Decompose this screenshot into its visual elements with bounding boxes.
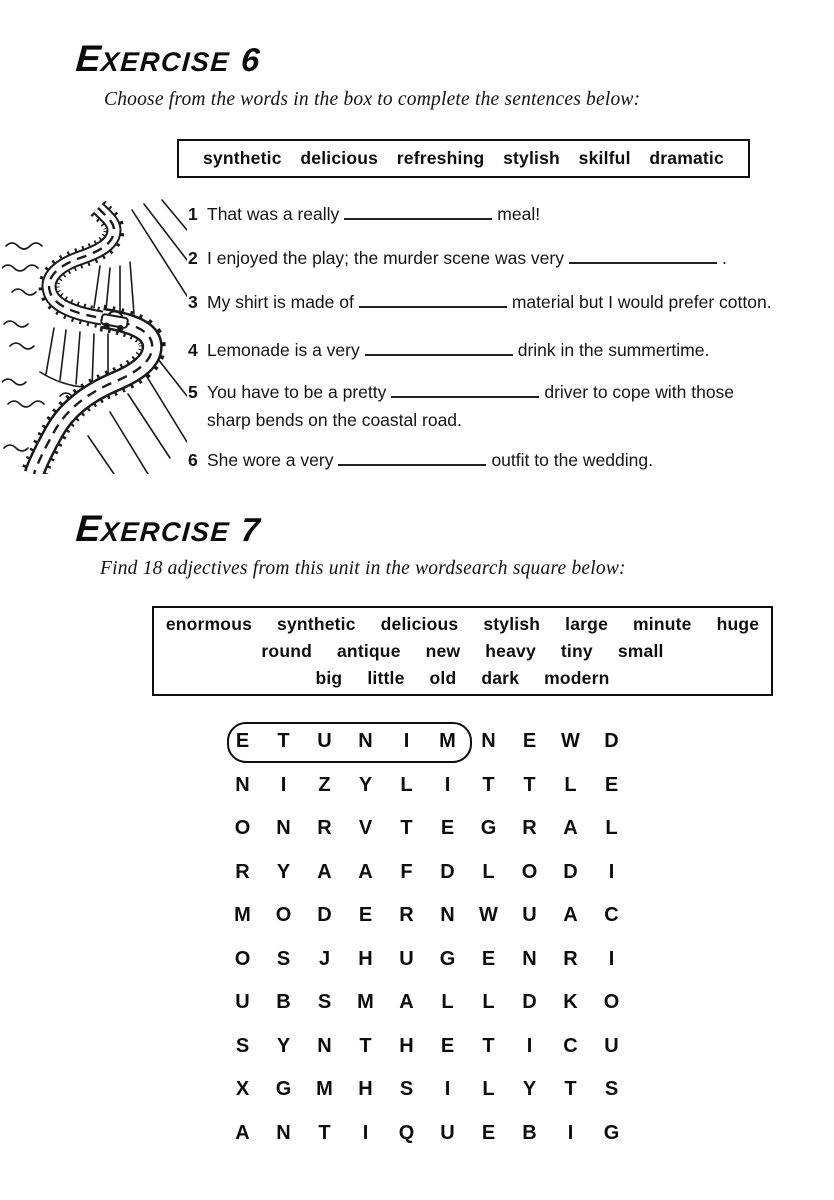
sentence-text: I enjoyed the play; the murder scene was very . — [207, 248, 727, 268]
word-option: small — [617, 641, 664, 661]
wordsearch-cell: L — [564, 773, 577, 796]
wordsearch-cell: A — [358, 860, 373, 883]
sentence-4 — [188, 339, 709, 361]
wordsearch-cell: E — [481, 947, 496, 970]
answer-blank — [338, 451, 486, 466]
wordsearch-cell: R — [399, 904, 414, 927]
wordsearch-cell: Z — [318, 773, 331, 796]
wordsearch-cell: T — [482, 773, 495, 796]
sentence-number: 5 — [188, 382, 198, 402]
wordsearch-cell: Y — [522, 1078, 537, 1101]
sentence-3 — [188, 291, 772, 313]
wordsearch-cell: M — [439, 730, 456, 753]
word-option: skilful — [578, 148, 631, 168]
wordsearch-cell: D — [522, 991, 537, 1014]
sentence-number: 2 — [188, 248, 198, 268]
wordsearch-cell: L — [605, 817, 618, 840]
wordsearch-cell: O — [275, 904, 292, 927]
wordsearch-cell: E — [440, 817, 455, 840]
word-option: minute — [633, 614, 692, 634]
wordsearch-cell: N — [481, 730, 496, 753]
wordsearch-cell: N — [276, 817, 291, 840]
sentence-number: 4 — [188, 340, 198, 360]
wordsearch-cell: M — [234, 904, 251, 927]
wordsearch-cell: U — [399, 947, 414, 970]
wordsearch-cell: H — [358, 1078, 373, 1101]
word-box-row — [154, 665, 771, 691]
wordsearch-cell: U — [604, 1034, 619, 1057]
sentence-text: Lemonade is a very drink in the summertime. — [207, 340, 710, 360]
wordsearch-cell: S — [399, 1078, 414, 1101]
sentence-text: You have to be a pretty driver to cope with those sharp bends on the coastal road. — [207, 382, 735, 430]
wordsearch-cell: W — [561, 730, 580, 753]
word-option: modern — [544, 668, 610, 688]
wordsearch-cell: O — [234, 817, 251, 840]
wordsearch-cell: L — [482, 991, 495, 1014]
wordsearch-cell: D — [604, 730, 619, 753]
wordsearch-cell: O — [521, 860, 538, 883]
word-option: stylish — [483, 614, 541, 634]
word-box-row — [154, 611, 771, 637]
answer-blank — [391, 383, 539, 398]
word-option: enormous — [165, 614, 253, 634]
wordsearch-cell: I — [444, 1078, 451, 1101]
word-option: synthetic — [277, 614, 356, 634]
word-option: dark — [481, 668, 520, 688]
winding-road-illustration — [2, 196, 187, 474]
wordsearch-cell: T — [482, 1034, 495, 1057]
word-option: large — [565, 614, 608, 634]
wordsearch-cell: L — [441, 991, 454, 1014]
wordsearch-cell: Y — [358, 773, 373, 796]
wordsearch-cell: B — [276, 991, 291, 1014]
sentence-2 — [188, 247, 727, 269]
wordsearch-cell: Y — [276, 860, 291, 883]
word-option: huge — [716, 614, 760, 634]
wordsearch-cell: X — [235, 1078, 250, 1101]
wordsearch-cell: G — [275, 1078, 292, 1101]
wordsearch-cell: J — [318, 947, 331, 970]
word-option: refreshing — [396, 148, 485, 168]
wordsearch-cell: D — [563, 860, 578, 883]
wordsearch-cell: E — [522, 730, 537, 753]
word-option: heavy — [485, 641, 536, 661]
wordsearch-cell: I — [526, 1034, 533, 1057]
wordsearch-cell: S — [317, 991, 332, 1014]
wordsearch-cell: V — [358, 817, 373, 840]
wordsearch-cell: E — [235, 730, 250, 753]
wordsearch-cell: I — [608, 947, 615, 970]
exercise7-word-box — [152, 606, 773, 696]
wordsearch-cell: H — [358, 947, 373, 970]
wordsearch-cell: R — [235, 860, 250, 883]
wordsearch-cell: I — [444, 773, 451, 796]
wordsearch-cell: C — [563, 1034, 578, 1057]
word-option: stylish — [503, 148, 560, 168]
wordsearch-cell: E — [440, 1034, 455, 1057]
exercise6-title-rest: XERCISE — [99, 47, 232, 77]
answer-blank — [365, 341, 513, 356]
wordsearch-cell: E — [481, 1121, 496, 1144]
wordsearch-cell: W — [479, 904, 498, 927]
sentence-number: 3 — [188, 292, 198, 312]
exercise6-title — [75, 38, 262, 80]
wordsearch-cell: D — [317, 904, 332, 927]
wordsearch-cell: I — [567, 1121, 574, 1144]
wordsearch-cell: I — [608, 860, 615, 883]
sentence-line2: sharp bends on the coastal road. — [207, 410, 462, 430]
wordsearch-cell: A — [563, 817, 578, 840]
wordsearch-cell: N — [276, 1121, 291, 1144]
word-option: delicious — [380, 614, 459, 634]
word-option: big — [315, 668, 343, 688]
word-option: old — [429, 668, 457, 688]
word-option: little — [367, 668, 405, 688]
sentence-text: My shirt is made of material but I would prefer cotton. — [207, 292, 772, 312]
wordsearch-cell: L — [482, 860, 495, 883]
wordsearch-cell: T — [359, 1034, 372, 1057]
wordsearch-cell: R — [522, 817, 537, 840]
sentence-5 — [188, 381, 734, 431]
wordsearch-cell: E — [604, 773, 619, 796]
word-option: dramatic — [649, 148, 724, 168]
wordsearch — [222, 720, 632, 1155]
sentence-1 — [188, 203, 540, 225]
wordsearch-cell: A — [399, 991, 414, 1014]
exercise7-instruction: Find 18 adjectives from this unit in the wordsearch square below: — [100, 558, 626, 579]
exercise6-word-box — [177, 139, 750, 178]
wordsearch-cell: I — [403, 730, 410, 753]
wordsearch-cell: S — [604, 1078, 619, 1101]
wordsearch-cell: A — [235, 1121, 250, 1144]
answer-blank — [344, 205, 492, 220]
wordsearch-cell: G — [439, 947, 456, 970]
exercise7-title-initial: E — [74, 508, 103, 549]
wordsearch-cell: E — [358, 904, 373, 927]
wordsearch-cell: B — [522, 1121, 537, 1144]
exercise6-instruction: Choose from the words in the box to complete the sentences below: — [104, 89, 641, 110]
exercise7-title-rest: XERCISE — [99, 517, 232, 547]
exercise7-title-number: 7 — [239, 511, 262, 548]
wordsearch-cell: I — [280, 773, 287, 796]
wordsearch-cell: U — [440, 1121, 455, 1144]
word-option: tiny — [560, 641, 593, 661]
wordsearch-cell: U — [235, 991, 250, 1014]
exercise7-title — [75, 508, 262, 550]
wordsearch-cell: M — [316, 1078, 333, 1101]
wordsearch-cell: M — [357, 991, 374, 1014]
wordsearch-cell: C — [604, 904, 619, 927]
sentence-6 — [188, 449, 653, 471]
sentence-number: 1 — [188, 204, 198, 224]
wordsearch-cell: O — [603, 991, 620, 1014]
sentence-number: 6 — [188, 450, 198, 470]
wordsearch-cell: N — [358, 730, 373, 753]
wordsearch-cell: L — [482, 1078, 495, 1101]
wordsearch-cell: S — [276, 947, 291, 970]
answer-blank — [569, 249, 717, 264]
wordsearch-cell: T — [277, 730, 290, 753]
wordsearch-cell: T — [564, 1078, 577, 1101]
wordsearch-cell: A — [317, 860, 332, 883]
wordsearch-cell: U — [317, 730, 332, 753]
word-option: round — [261, 641, 312, 661]
word-option: delicious — [300, 148, 379, 168]
wordsearch-cell: N — [522, 947, 537, 970]
wordsearch-cell: T — [318, 1121, 331, 1144]
wordsearch-cell: T — [523, 773, 536, 796]
word-box-row — [154, 638, 771, 664]
wordsearch-cell: N — [317, 1034, 332, 1057]
wordsearch-cell: H — [399, 1034, 414, 1057]
wordsearch-cell: N — [235, 773, 250, 796]
sentence-text: She wore a very outfit to the wedding. — [207, 450, 653, 470]
wordsearch-cell: D — [440, 860, 455, 883]
exercise6-title-number: 6 — [239, 41, 262, 78]
sentence-text: That was a really meal! — [207, 204, 541, 224]
wordsearch-cell: F — [400, 860, 413, 883]
wordsearch-cell: S — [235, 1034, 250, 1057]
answer-blank — [359, 293, 507, 308]
wordsearch-cell: G — [603, 1121, 620, 1144]
wordsearch-cell: R — [563, 947, 578, 970]
exercise6-title-initial: E — [74, 38, 103, 79]
wordsearch-grid — [222, 720, 632, 1155]
wordsearch-cell: R — [317, 817, 332, 840]
wordsearch-cell: O — [234, 947, 251, 970]
wordsearch-cell: K — [563, 991, 578, 1014]
wordsearch-cell: A — [563, 904, 578, 927]
word-option: synthetic — [203, 148, 282, 168]
wordsearch-cell: N — [440, 904, 455, 927]
word-option: antique — [337, 641, 401, 661]
wordsearch-cell: T — [400, 817, 413, 840]
wordsearch-cell: Q — [398, 1121, 415, 1144]
word-option: new — [425, 641, 461, 661]
wordsearch-cell: I — [362, 1121, 369, 1144]
wordsearch-cell: G — [480, 817, 497, 840]
wordsearch-cell: Y — [276, 1034, 291, 1057]
wordsearch-cell: U — [522, 904, 537, 927]
wordsearch-cell: L — [400, 773, 413, 796]
